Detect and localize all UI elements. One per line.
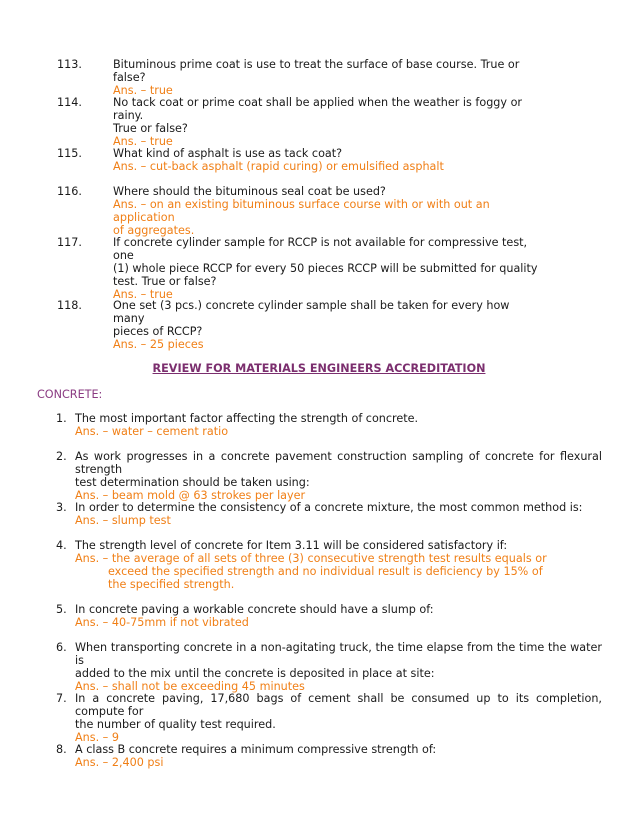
item-text: the number of quality test required. — [75, 718, 276, 731]
answer-text: Ans. – shall not be exceeding 45 minutes — [75, 680, 305, 693]
question-number: 113. — [57, 58, 82, 71]
item-text: test determination should be taken using: — [75, 476, 310, 489]
item-text: In concrete paving a workable concrete should have a slump of: — [75, 603, 434, 616]
item-number: 6. — [56, 641, 67, 654]
review-title: REVIEW FOR MATERIALS ENGINEERS ACCREDITATION — [152, 362, 486, 375]
question-text: Where should the bituminous seal coat be used? — [113, 185, 386, 198]
section-label: CONCRETE: — [37, 388, 103, 401]
item-number: 5. — [56, 603, 67, 616]
answer-text: Ans. – the average of all sets of three (3) consecutive strength test results equals or — [75, 552, 547, 565]
answer-text: Ans. – water – cement ratio — [75, 425, 229, 438]
item-text: added to the mix until the concrete is deposited in place at site: — [75, 667, 435, 680]
answer-text: Ans. – 40-75mm if not vibrated — [75, 616, 249, 629]
answer-text: Ans. – true — [113, 84, 173, 97]
item-number: 3. — [56, 501, 67, 514]
question-number: 115. — [57, 147, 82, 160]
question-text: One set (3 pcs.) concrete cylinder sample shall be taken for every how many — [113, 299, 510, 325]
question-text: (1) whole piece RCCP for every 50 pieces RCCP will be submitted for quality — [113, 262, 538, 275]
item-number: 7. — [56, 692, 67, 705]
answer-text: Ans. – on an existing bituminous surface course with or with out an application — [113, 198, 490, 224]
question-number: 116. — [57, 185, 82, 198]
question-text: pieces of RCCP? — [113, 325, 203, 338]
question-text: Bituminous prime coat is use to treat the surface of base course. True or false? — [113, 58, 520, 84]
answer-text: exceed the specified strength and no individual result is deficiency by 15% of — [108, 565, 543, 578]
item-text: As work progresses in a concrete pavement construction sampling of concrete for flexural strength — [75, 450, 602, 476]
question-text: True or false? — [113, 122, 188, 135]
answer-text: the specified strength. — [108, 578, 235, 591]
question-number: 117. — [57, 236, 82, 249]
answer-text: Ans. – beam mold @ 63 strokes per layer — [75, 489, 306, 502]
answer-text: Ans. – 9 — [75, 731, 119, 744]
question-text: If concrete cylinder sample for RCCP is not available for compressive test, one — [113, 236, 528, 262]
item-text: The strength level of concrete for Item 3.11 will be considered satisfactory if: — [75, 539, 508, 552]
item-number: 4. — [56, 539, 67, 552]
question-text: What kind of asphalt is use as tack coat? — [113, 147, 343, 160]
question-number: 118. — [57, 299, 82, 312]
item-text: A class B concrete requires a minimum compressive strength of: — [75, 743, 437, 756]
question-text: test. True or false? — [113, 275, 217, 288]
answer-text: of aggregates. — [113, 224, 195, 237]
answer-text: Ans. – cut-back asphalt (rapid curing) or emulsified asphalt — [113, 160, 444, 173]
answer-text: Ans. – 2,400 psi — [75, 756, 164, 769]
answer-text: Ans. – slump test — [75, 514, 171, 527]
answer-text: Ans. – true — [113, 288, 173, 301]
answer-text: Ans. – 25 pieces — [113, 338, 204, 351]
item-number: 1. — [56, 412, 67, 425]
answer-text: Ans. – true — [113, 135, 173, 148]
item-text: In a concrete paving, 17,680 bags of cement shall be consumed up to its completion, compute for — [75, 692, 602, 718]
item-number: 2. — [56, 450, 67, 463]
item-text: In order to determine the consistency of a concrete mixture, the most common method is: — [75, 501, 583, 514]
item-number: 8. — [56, 743, 67, 756]
question-text: No tack coat or prime coat shall be applied when the weather is foggy or rainy. — [113, 96, 523, 122]
item-text: When transporting concrete in a non-agitating truck, the time elapse from the time the water is — [75, 641, 602, 667]
item-text: The most important factor affecting the strength of concrete. — [75, 412, 419, 425]
question-number: 114. — [57, 96, 82, 109]
